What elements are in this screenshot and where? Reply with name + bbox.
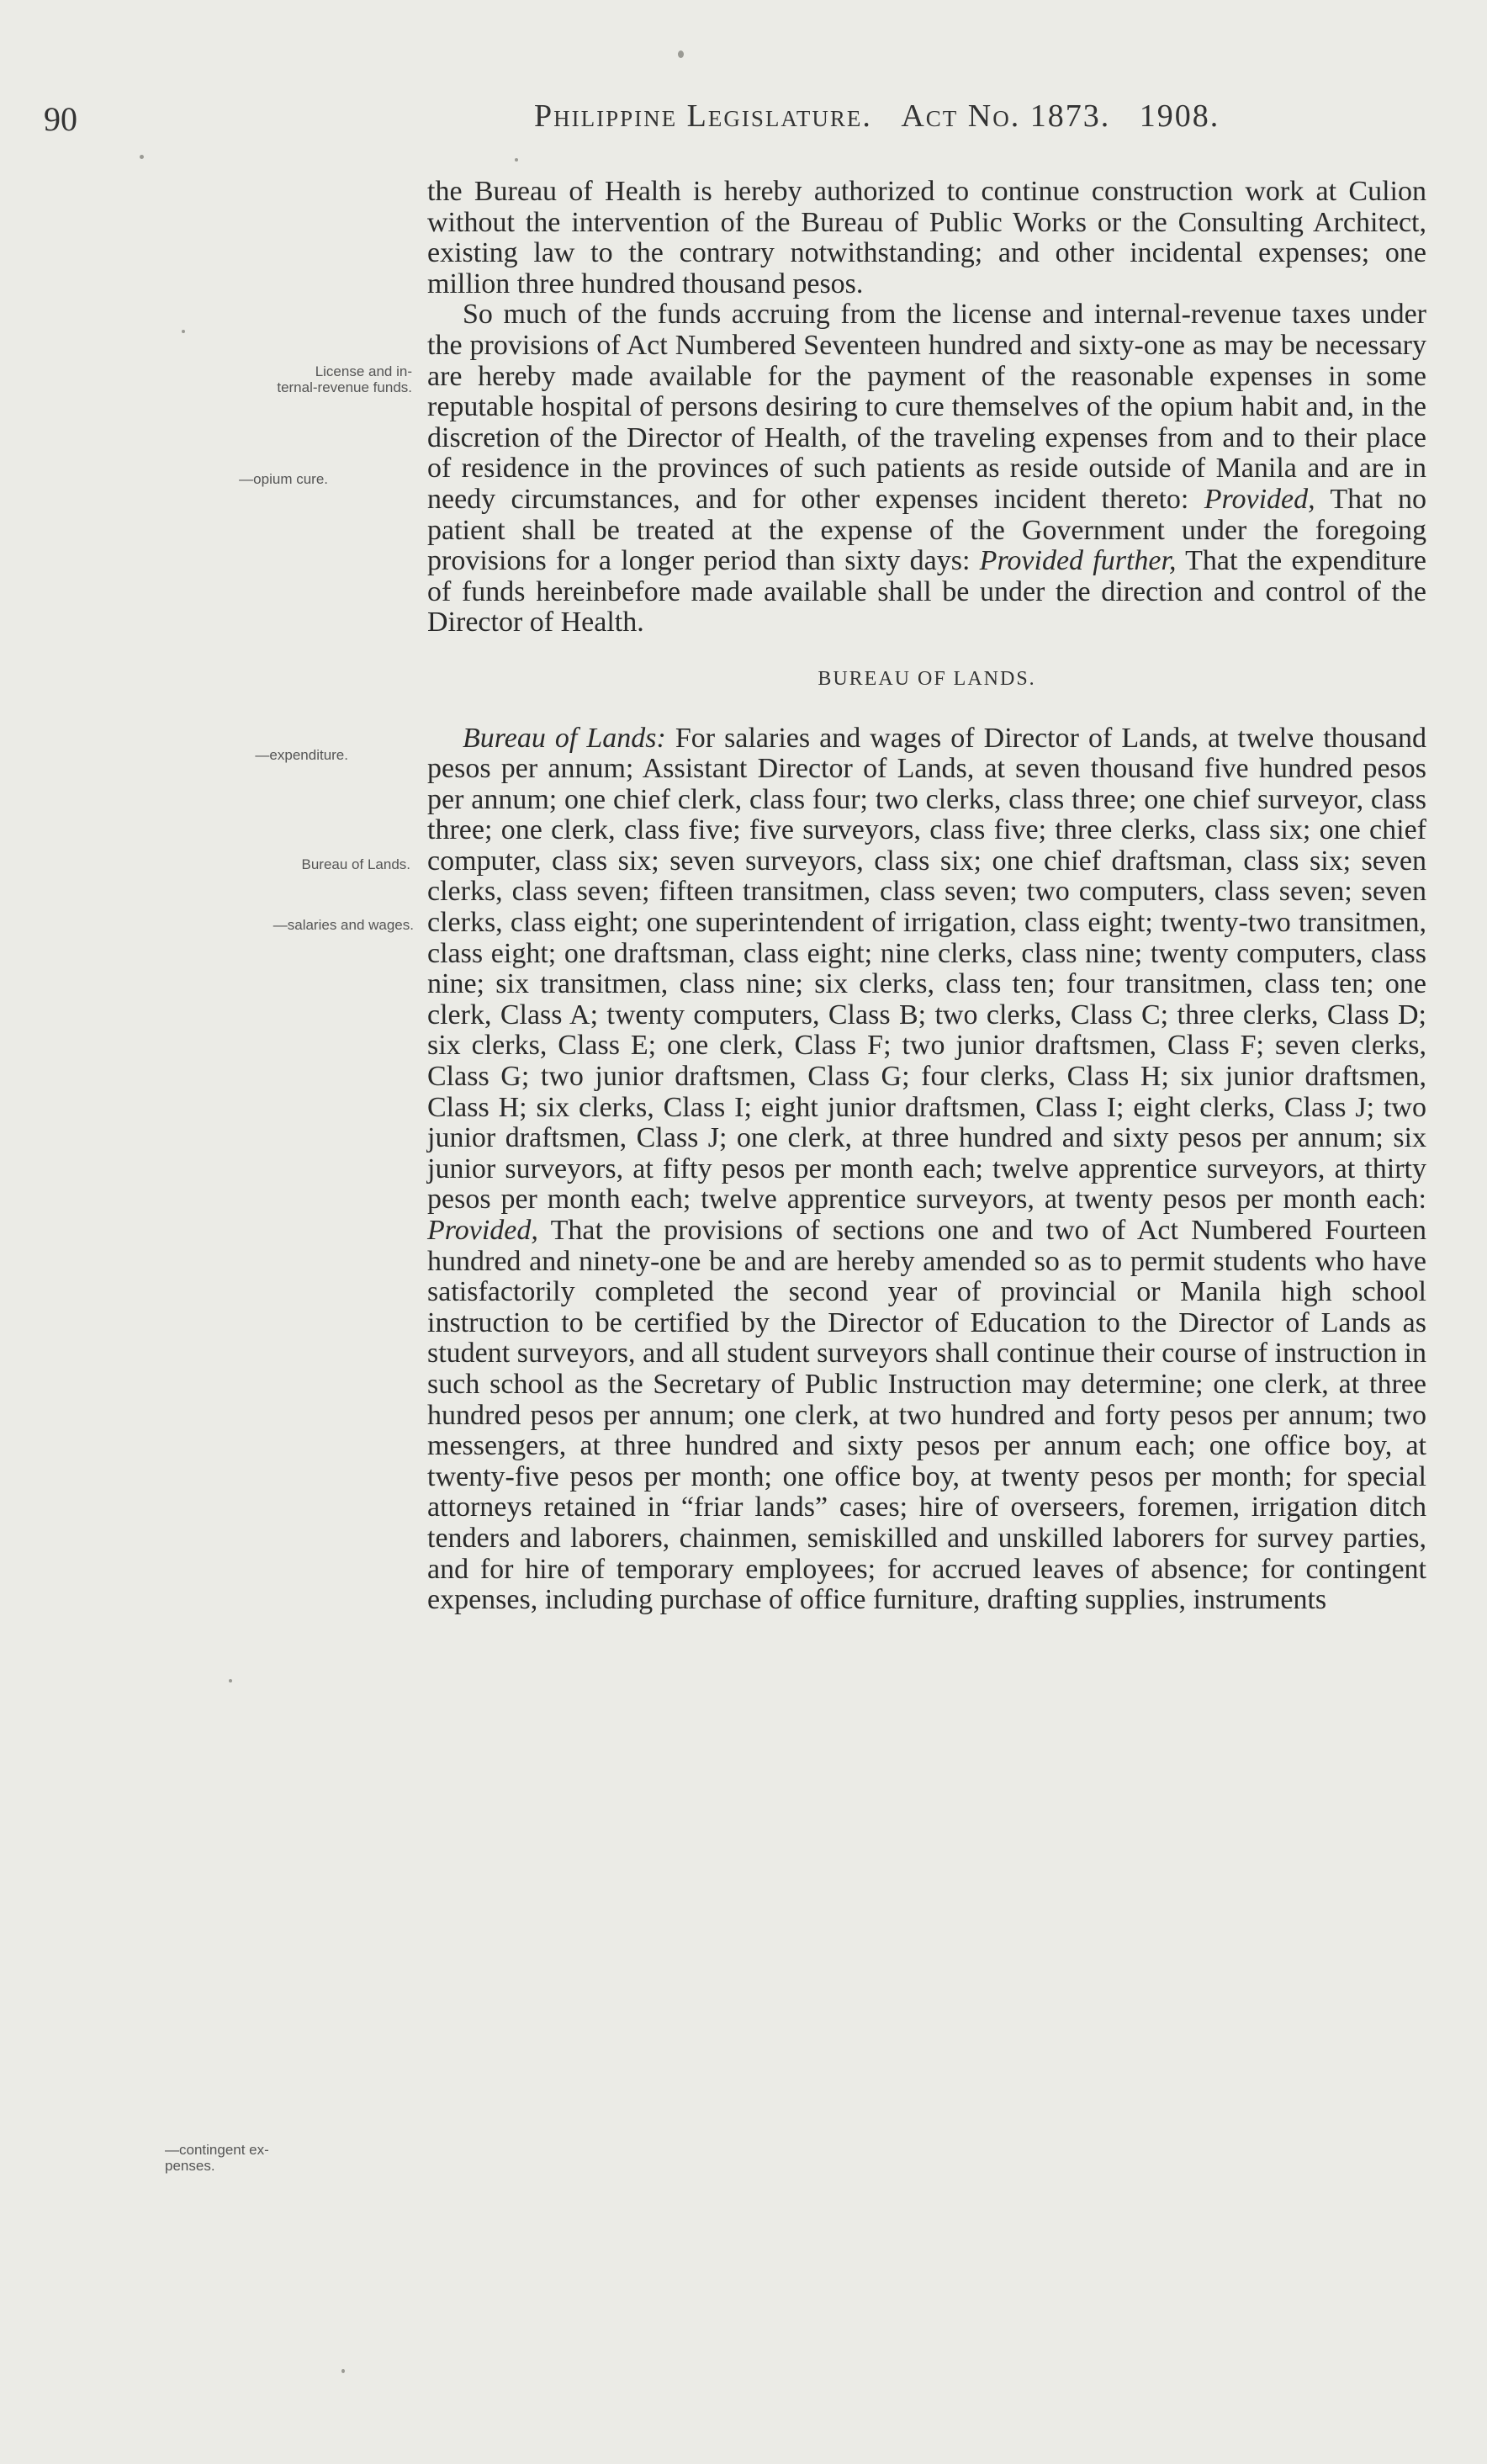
margin-note-expenditure: —expenditure. xyxy=(255,747,348,763)
paragraph-opium-cure xyxy=(427,299,1426,639)
publication-title: Philippine Legislature. xyxy=(534,98,872,134)
margin-note-license-funds xyxy=(277,363,412,395)
margin-note-license-funds-line1: License and in- xyxy=(315,363,412,379)
margin-note-contingent-expenses-line2: penses. xyxy=(165,2158,215,2174)
opium-text-part2: That no patient shall be treated at the expense of the Government under the foregoing provisions for a longer period than sixty days: xyxy=(427,483,1427,577)
lands-text-part1: For salaries and wages of Director of Lands, at twelve thousand pesos per annum; Assistant Director of Lands, at seven thousand five hundred pesos per annum; one chief clerk, class four; two clerks, class three; one chief surveyor, class three; one clerk, class five; five surveyors, class five; three clerks, class six; one chief computer, class six; seven surveyors, class six; one chief draftsman, class six; seven clerks, class seven; fifteen transitmen, class seven; two computers, class seven; seven clerks, class eight; one superintendent of irrigation, class eight; twenty-two transitmen, class eight; one draftsman, class eight; nine clerks, class nine; twenty computers, class nine; six transitmen, class nine; six clerks, class ten; four transitmen, class ten; one clerk, Class A; twenty computers, Class B; two clerks, Class C; three clerks, Class D; six clerks, Class E; one clerk, Class F; two junior draftsmen, Class F; seven clerks, Class G; two junior draftsmen, Class G; four clerks, Class H; six junior draftsmen, Class H; six clerks, Class I; eight junior draftsmen, Class I; eight clerks, Class J; two junior draftsmen, Class J; one clerk, at three hundred and sixty pesos per annum; six junior surveyors, at fifty pesos per month each; twelve apprentice surveyors, at thirty pesos per month each; twelve apprentice surveyors, at twenty pesos per month each: xyxy=(427,722,1426,1216)
opium-text-part3: That the expenditure of funds hereinbefore made available shall be under the direction and control of the Director of Health. xyxy=(427,545,1426,639)
lands-provided: Provided, xyxy=(427,1215,538,1246)
opium-provided-further: Provided further, xyxy=(979,545,1177,577)
margin-note-contingent-expenses xyxy=(165,2142,414,2174)
scan-speck xyxy=(678,50,684,58)
scan-speck xyxy=(341,2369,345,2373)
running-head xyxy=(534,98,1220,135)
margin-note-salaries-and-wages: —salaries and wages. xyxy=(273,917,414,933)
lands-lead: Bureau of Lands: xyxy=(463,722,666,754)
scan-speck xyxy=(229,1679,232,1682)
margin-note-license-funds-line2: ternal-revenue funds. xyxy=(277,379,412,395)
scan-speck xyxy=(140,155,144,159)
margin-note-bureau-of-lands: Bureau of Lands. xyxy=(301,856,410,872)
body-text xyxy=(427,177,1426,1616)
paragraph-health-construction: the Bureau of Health is hereby authorized to continue construction work at Culion without the intervention of the Bureau of Public Works or the Consulting Architect, existing law to the contrary notwithstanding; and other incidental expenses; one million three hundred thousand pesos. xyxy=(427,176,1426,299)
scan-speck xyxy=(182,330,185,333)
opium-text-part1: So much of the funds accruing from the license and internal-revenue taxes under the provisions of Act Numbered Seventeen hundred and sixty-one as may be necessary are hereby made available for the payment of the reasonable expenses in some reputable hospital of persons desiring to cure themselves of the opium habit and, in the discretion of the Director of Health, of the traveling expenses from and to their place of residence in the provinces of such patients as reside outside of Manila and are in needy circumstances, and for other expenses incident thereto: xyxy=(427,299,1426,515)
page-number: 90 xyxy=(44,100,77,138)
lands-text-part2: That the provisions of sections one and two of Act Numbered Fourteen hundred and ninety-one be and are hereby amended so as to permit students who have satisfactorily completed the second year of provincial or Manila high school instruction to be certified by the Director of Education to the Director of Lands as student surveyors, and all student surveyors shall continue their course of instruction in such school as the Secretary of Public Instruction may determine; one clerk, at three hundred pesos per annum; one clerk, at two hundred and forty pesos per annum; two messengers, at three hundred and sixty pesos per annum each; one office boy, at twenty-five pesos per month; one office boy, at twenty pesos per month; for special attorneys retained in “friar lands” cases; hire of overseers, foremen, irrigation ditch tenders and laborers, chainmen, semiskilled and unskilled laborers for survey parties, and for hire of temporary employees; for accrued leaves of absence; for contingent expenses, including purchase of office furniture, drafting supplies, instruments xyxy=(427,1215,1426,1616)
opium-provided: Provided, xyxy=(1204,483,1315,515)
margin-note-opium-cure: —opium cure. xyxy=(239,471,328,487)
act-number: Act No. 1873. xyxy=(901,98,1111,134)
scan-speck xyxy=(515,158,518,162)
year: 1908. xyxy=(1139,98,1220,134)
paragraph-bureau-of-lands xyxy=(427,723,1426,1616)
section-heading-bureau-of-lands: BUREAU OF LANDS. xyxy=(818,667,1036,690)
margin-note-contingent-expenses-line1: —contingent ex- xyxy=(165,2142,269,2158)
